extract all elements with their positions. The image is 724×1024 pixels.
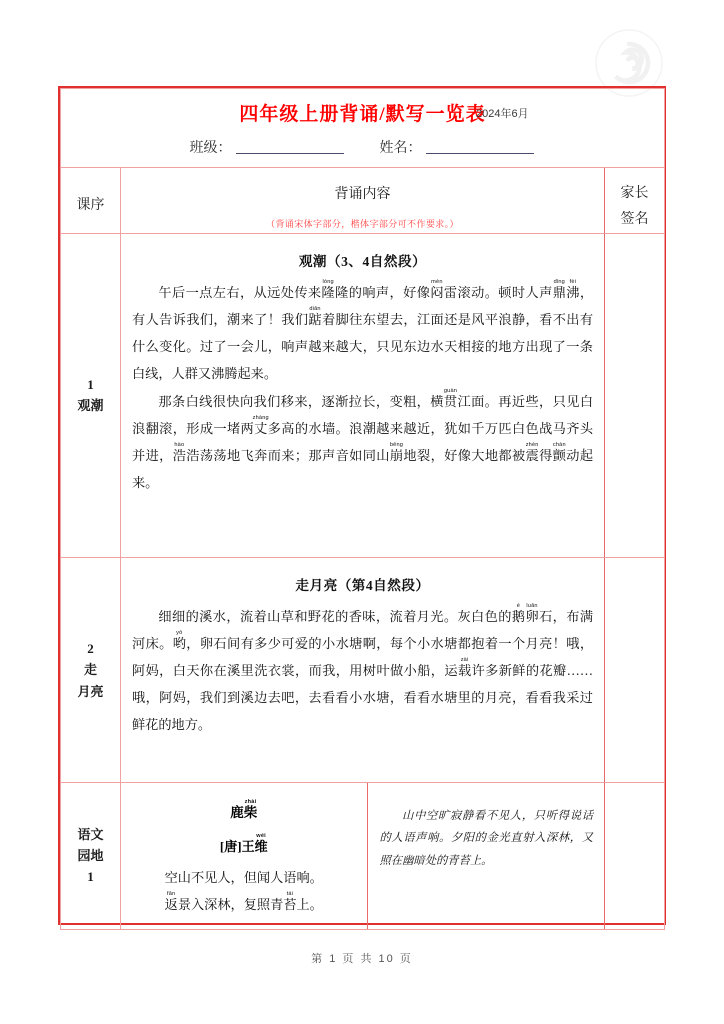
poem-title bbox=[127, 799, 361, 821]
table-row bbox=[61, 233, 665, 557]
poem-title-prefix: 鹿 bbox=[230, 804, 244, 820]
row-index-label: 1 bbox=[87, 869, 94, 885]
header-signature-line1: 家长 bbox=[620, 186, 649, 201]
document-date: 2024年6月 bbox=[476, 108, 529, 120]
header-signature bbox=[605, 168, 665, 234]
title-row bbox=[61, 89, 665, 168]
pinyin-ruby: 崩bēng bbox=[389, 442, 404, 464]
title-cell bbox=[61, 89, 665, 168]
row-index-label: 月亮 bbox=[77, 683, 104, 699]
lesson-title: 观潮（3、4自然段） bbox=[298, 253, 427, 269]
page-title: 四年级上册背诵/默写一览表 bbox=[239, 104, 486, 125]
row-index-label: 语文 bbox=[77, 826, 104, 842]
pinyin-ruby: 返fǎn bbox=[164, 891, 178, 913]
table-row bbox=[61, 557, 665, 782]
pinyin-ruby: 卵luǎn bbox=[525, 602, 540, 624]
poem-title-char: 柴 bbox=[243, 804, 258, 820]
poem-block bbox=[121, 783, 367, 929]
row-index-label: 观潮 bbox=[77, 398, 104, 414]
row-index-1 bbox=[61, 233, 121, 557]
poem-author-prefix: [唐]王 bbox=[219, 838, 255, 854]
name-blank[interactable] bbox=[426, 139, 534, 154]
pinyin-ruby: 浩hào bbox=[172, 442, 187, 464]
row-index-label: 走 bbox=[83, 662, 97, 678]
row-content-2 bbox=[121, 557, 605, 782]
pinyin-ruby: 隆lóng bbox=[321, 278, 336, 300]
pinyin-ruby: 苔tái bbox=[283, 891, 297, 913]
header-signature-line2: 签名 bbox=[620, 211, 649, 227]
student-info-line bbox=[61, 137, 664, 157]
row-signature-2[interactable] bbox=[605, 557, 665, 782]
pinyin-ruby: 震zhèn bbox=[525, 442, 540, 464]
pinyin-ruby: 闷mèn bbox=[430, 278, 444, 300]
name-label: 姓名： bbox=[379, 141, 422, 156]
pinyin-ruby: 载zài bbox=[457, 656, 472, 678]
page-footer: 第 1 页 共 10 页 bbox=[311, 953, 413, 965]
pinyin-ruby: 丈zhàng bbox=[252, 414, 269, 436]
row-content-1 bbox=[121, 233, 605, 557]
worksheet-table bbox=[58, 86, 666, 925]
pinyin-ruby: 沸fèi bbox=[566, 278, 580, 300]
header-content bbox=[121, 168, 605, 234]
lesson-paragraph: 细细的溪水，流着山草和野花的香味，流着月光。灰白色的鹅é卵luǎn石，布满河床。哟yō，卵石间有多少可爱的小水塘啊，每个小水塘都抱着一个月亮！哦，阿妈，白天你在溪里洗衣裳，而我，用树叶做小船，运载zài许多新鲜的花瓣……哦，阿妈，我们到溪边去吧，去看看小水塘，看看水塘里的月亮，看看我采过鲜花的地方。 bbox=[132, 602, 594, 732]
row-index-label: 园地 bbox=[77, 847, 104, 863]
poem-line: 返fǎn景入深林，复照青苔tái上。 bbox=[164, 891, 323, 913]
poem-title-ruby bbox=[243, 798, 258, 820]
header-index: 课序 bbox=[61, 168, 121, 234]
poem-author-pinyin: wéi bbox=[254, 832, 268, 839]
poem-author bbox=[127, 833, 361, 855]
pinyin-ruby: 贯guàn bbox=[443, 387, 458, 409]
pinyin-ruby: 颤chàn bbox=[552, 442, 567, 464]
row-index-number: 2 bbox=[87, 640, 94, 656]
row-index-3 bbox=[61, 782, 121, 929]
lesson-title: 走月亮（第4自然段） bbox=[295, 577, 430, 593]
poem-line: 空山不见人，但闻人语响。 bbox=[164, 869, 323, 885]
watermark-caption: 水印 bbox=[622, 81, 636, 88]
pinyin-ruby: 鹅é bbox=[511, 602, 526, 624]
table-row bbox=[61, 782, 665, 929]
pinyin-ruby: 踮diǎn bbox=[308, 305, 322, 327]
poem-title-pinyin: zhài bbox=[243, 798, 258, 805]
lesson-paragraph: 午后一点左右，从远处传来隆lóng隆的响声，好像闷mèn雷滚动。顿时人声鼎dǐng沸fèi，有人告诉我们，潮来了！我们踮diǎn着脚往东望去，江面还是风平浪静，看不出有什么变化。过了一会儿，响声越来越大，只见东边水天相接的地方出现了一条白线，人群又沸腾起来。 bbox=[132, 278, 594, 381]
poem-translation-block bbox=[367, 783, 605, 929]
recitation-table bbox=[60, 88, 665, 930]
class-label: 班级： bbox=[189, 141, 232, 156]
poem-author-ruby bbox=[254, 832, 268, 854]
row-content-3 bbox=[121, 782, 605, 929]
pinyin-ruby: 哟yō bbox=[172, 629, 187, 651]
class-blank[interactable] bbox=[236, 139, 344, 154]
lesson-paragraph: 那条白线很快向我们移来，逐渐拉长，变粗，横贯guàn江面。再近些，只见白浪翻滚，形成一堵两丈zhàng多高的水墙。浪潮越来越近，犹如千万匹白色战马齐头并进，浩hào浩荡荡地飞奔而来；那声音如同山崩bēng地裂，好像大地都被震zhèn得颤chàn动起来。 bbox=[132, 387, 594, 491]
row-signature-3[interactable] bbox=[605, 782, 665, 929]
poem-author-char: 维 bbox=[254, 838, 268, 854]
header-content-title: 背诵内容 bbox=[334, 187, 391, 202]
header-content-note: （背诵宋体字部分，楷体字部分可不作要求。） bbox=[266, 219, 459, 229]
row-index-number: 1 bbox=[87, 376, 94, 392]
header-row bbox=[61, 168, 665, 234]
row-index-2 bbox=[61, 557, 121, 782]
row-signature-1[interactable] bbox=[605, 233, 665, 557]
pinyin-ruby: 鼎dǐng bbox=[552, 278, 567, 300]
poem-translation: 山中空旷寂静看不见人，只听得说话的人语声响。夕阳的金光直射入深林，又照在幽暗处的青苔上。 bbox=[379, 809, 593, 867]
